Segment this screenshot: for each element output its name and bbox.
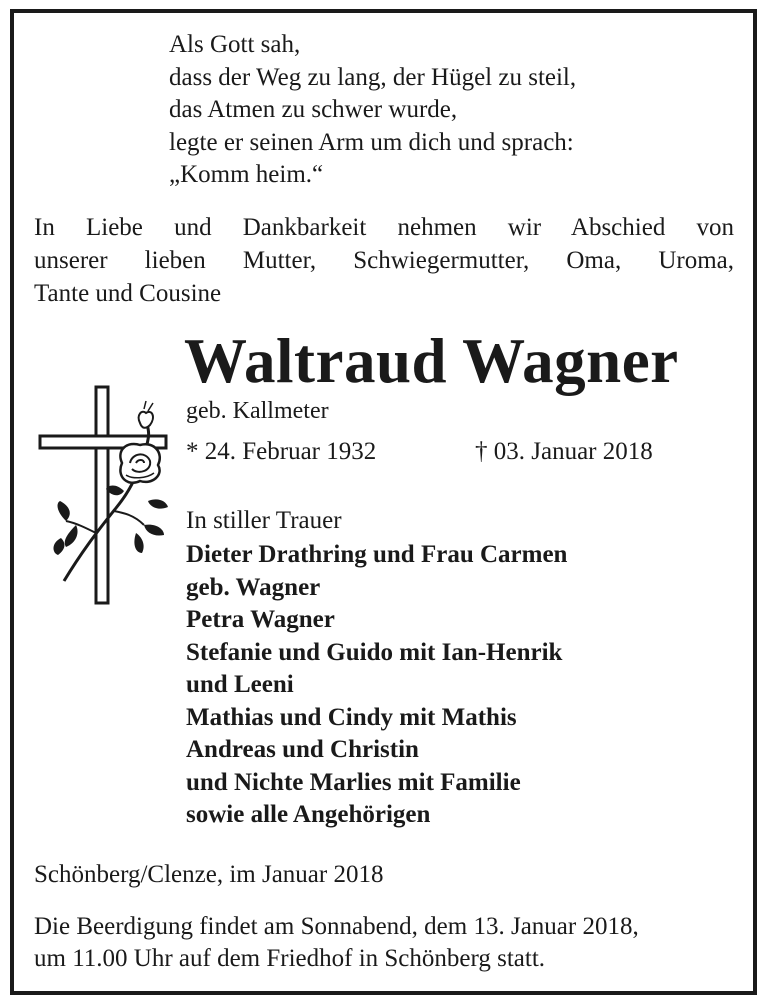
deceased-name: Waltraud Wagner xyxy=(184,326,679,396)
intro-line: unserer lieben Mutter, Schwiegermutter, Oma, Uroma, xyxy=(34,247,734,274)
place-date: Schönberg/Clenze, im Januar 2018 xyxy=(34,861,384,888)
mourner-line: Stefanie und Guido mit Ian-Henrik xyxy=(186,638,563,666)
obituary-notice xyxy=(10,9,757,995)
mourners-list xyxy=(186,539,567,832)
poem-line: das Atmen zu schwer wurde, xyxy=(169,96,458,123)
poem-line: „Komm heim.“ xyxy=(169,161,324,188)
birth-date: * 24. Februar 1932 xyxy=(186,438,377,465)
intro-text xyxy=(34,211,734,310)
mourning-lead: In stiller Trauer xyxy=(186,507,342,534)
mourner-line: Andreas und Christin xyxy=(186,736,419,763)
cross-with-rose-icon xyxy=(36,383,171,608)
mourner-line: und Leeni xyxy=(186,671,294,698)
poem-line: dass der Weg zu lang, der Hügel zu steil, xyxy=(169,63,577,91)
poem-line: legte er seinen Arm um dich und sprach: xyxy=(169,128,574,156)
poem xyxy=(169,29,576,192)
mourner-line: sowie alle Angehörigen xyxy=(186,801,431,828)
funeral-line: Die Beerdigung findet am Sonnabend, dem 13. Januar 2018, xyxy=(34,913,639,940)
mourner-line: geb. Wagner xyxy=(186,573,321,601)
mourner-line: Dieter Drathring und Frau Carmen xyxy=(186,541,568,568)
mourner-line: Mathias und Cindy mit Mathis xyxy=(186,703,517,731)
intro-line: Tante und Cousine xyxy=(34,280,222,307)
mourner-line: Petra Wagner xyxy=(186,606,335,633)
poem-line: Als Gott sah, xyxy=(169,31,301,58)
maiden-name: geb. Kallmeter xyxy=(186,398,329,424)
funeral-info xyxy=(34,911,739,975)
death-date: † 03. Januar 2018 xyxy=(475,438,653,465)
mourner-line: und Nichte Marlies mit Familie xyxy=(186,768,521,796)
funeral-line: um 11.00 Uhr auf dem Friedhof in Schönberg statt. xyxy=(34,945,546,972)
intro-line: In Liebe und Dankbarkeit nehmen wir Abschied von xyxy=(34,214,734,241)
